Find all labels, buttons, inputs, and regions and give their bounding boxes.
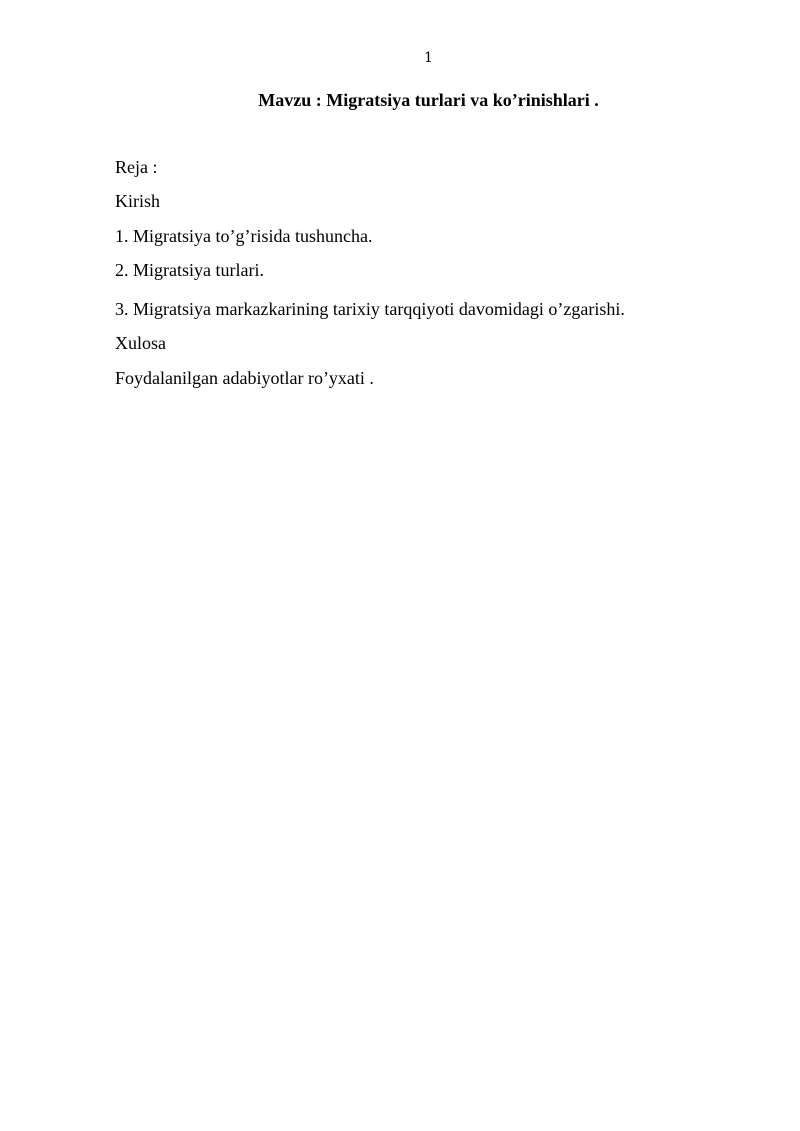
plan-item-references: Foydalanilgan adabiyotlar ro’yxati . (115, 368, 374, 388)
page-title: Mavzu : Migratsiya turlari va ko’rinishlari . (258, 90, 599, 110)
plan-item-1: 1. Migratsiya to’g’risida tushuncha. (115, 226, 373, 246)
plan-item-3: 3. Migratsiya markazkarining tarixiy tarqqiyoti davomidagi o’zgarishi. (115, 299, 625, 319)
plan-item-introduction: Kirish (115, 191, 160, 211)
plan-item-2: 2. Migratsiya turlari. (115, 260, 264, 280)
plan-item-conclusion: Xulosa (115, 333, 166, 353)
page-number: 1 (424, 50, 433, 66)
plan-heading: Reja : (115, 157, 158, 177)
